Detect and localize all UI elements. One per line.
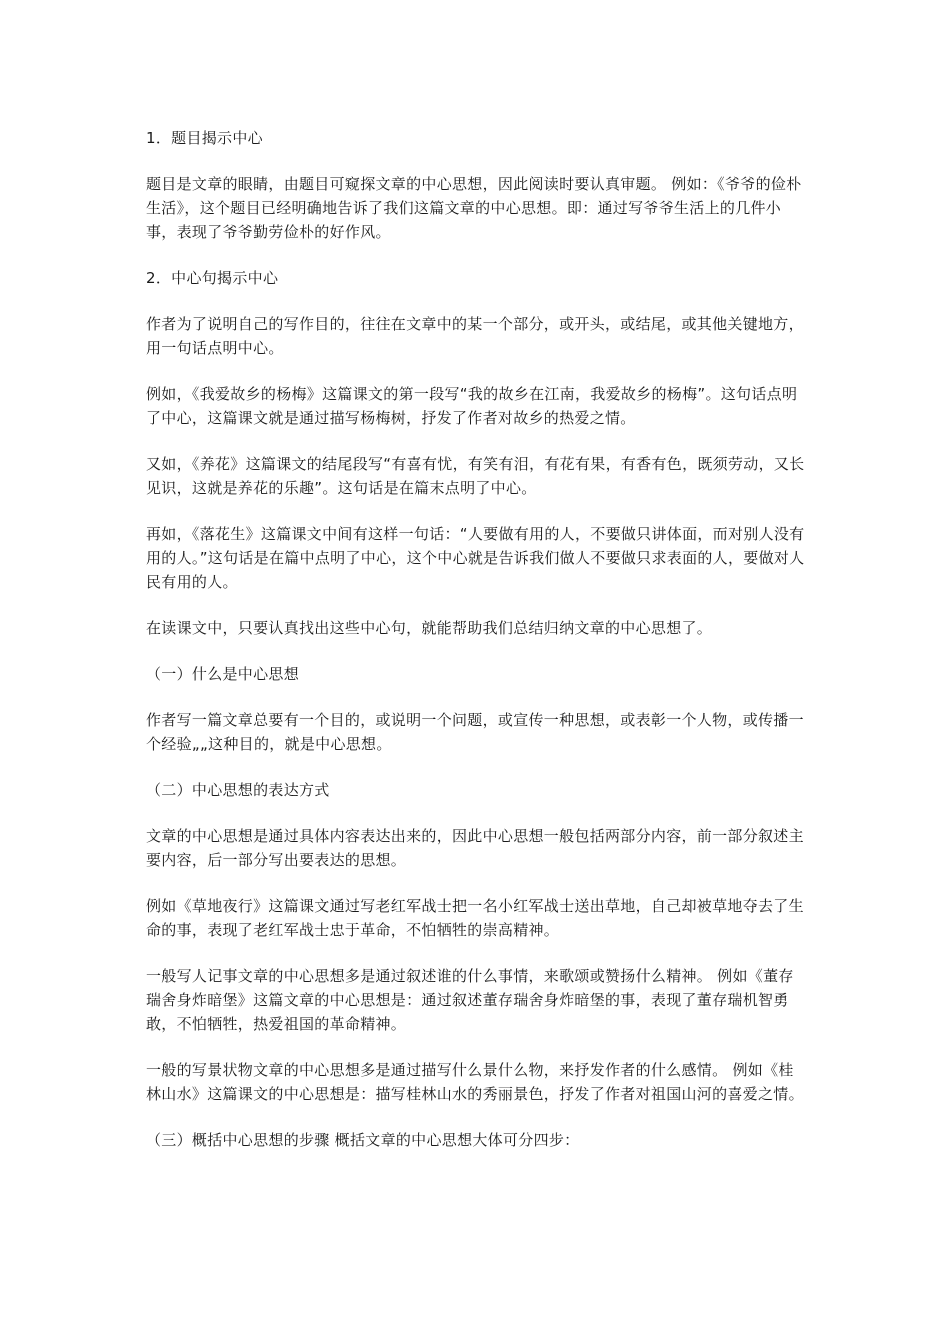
paragraph-example-caodi: 例如《草地夜行》这篇课文通过写老红军战士把一名小红军战士送出草地，自己却被草地夺去了生命的事，表现了老红军战士忠于革命，不怕牺牲的崇高精神。 (146, 897, 804, 939)
paragraph-central-sentence-intro: 作者为了说明自己的写作目的，往往在文章中的某一个部分，或开头，或结尾，或其他关键地方，用一句话点明中心。 (146, 315, 804, 357)
paragraph-reading-summary: 在读课文中，只要认真找出这些中心句，就能帮助我们总结归纳文章的中心思想了。 (146, 619, 713, 637)
section-heading-what-is-central-idea: （一）什么是中心思想 (146, 665, 300, 683)
paragraph-narrative-articles: 一般写人记事文章的中心思想多是通过叙述谁的什么事情，来歌颂或赞扬什么精神。 例如《董存瑞舍身炸暗堡》这篇文章的中心思想是：通过叙述董存瑞舍身炸暗堡的事，表现了董存瑞机智勇敢，不怕牺牲，热爱祖国的革命精神。 (146, 967, 794, 1033)
section-heading-summary-steps: （三）概括中心思想的步骤 概括文章的中心思想大体可分四步： (146, 1131, 580, 1149)
section-heading-title-reveals-center: 1．题目揭示中心 (146, 129, 263, 147)
paragraph-example-luohuasheng: 再如，《落花生》这篇课文中间有这样一句话：“人要做有用的人，不要做只讲体面，而对别人没有用的人。”这句话是在篇中点明了中心，这个中心就是告诉我们做人不要做只求表面的人，要做对人民有用的人。 (146, 525, 805, 591)
paragraph-example-yanghua: 又如，《养花》这篇课文的结尾段写“有喜有忧，有笑有泪，有花有果，有香有色，既须劳动，又长见识，这就是养花的乐趣”。这句话是在篇末点明了中心。 (146, 455, 805, 497)
paragraph-descriptive-articles: 一般的写景状物文章的中心思想多是通过描写什么景什么物，来抒发作者的什么感情。 例如《桂林山水》这篇课文的中心思想是：描写桂林山水的秀丽景色，抒发了作者对祖国山河的喜爱之情。 (146, 1061, 804, 1103)
paragraph-expression-methods: 文章的中心思想是通过具体内容表达出来的，因此中心思想一般包括两部分内容，前一部分叙述主要内容，后一部分写出要表达的思想。 (146, 827, 804, 869)
section-heading-central-sentence: 2．中心句揭示中心 (146, 269, 279, 287)
paragraph-title-explanation: 题目是文章的眼睛，由题目可窥探文章的中心思想，因此阅读时要认真审题。 例如：《爷爷的俭朴生活》，这个题目已经明确地告诉了我们这篇文章的中心思想。即：通过写爷爷生活上的几件小事，表现了爷爷勤劳俭朴的好作风。 (146, 175, 802, 241)
document-page (146, 126, 808, 1174)
section-heading-expression-methods: （二）中心思想的表达方式 (146, 781, 330, 799)
paragraph-central-idea-definition: 作者写一篇文章总要有一个目的，或说明一个问题，或宣传一种思想，或表彰一个人物，或传播一个经验„„这种目的，就是中心思想。 (146, 711, 804, 753)
paragraph-example-yangmei: 例如，《我爱故乡的杨梅》这篇课文的第一段写“我的故乡在江南，我爱故乡的杨梅”。这句话点明了中心，这篇课文就是通过描写杨梅树，抒发了作者对故乡的热爱之情。 (146, 385, 798, 427)
